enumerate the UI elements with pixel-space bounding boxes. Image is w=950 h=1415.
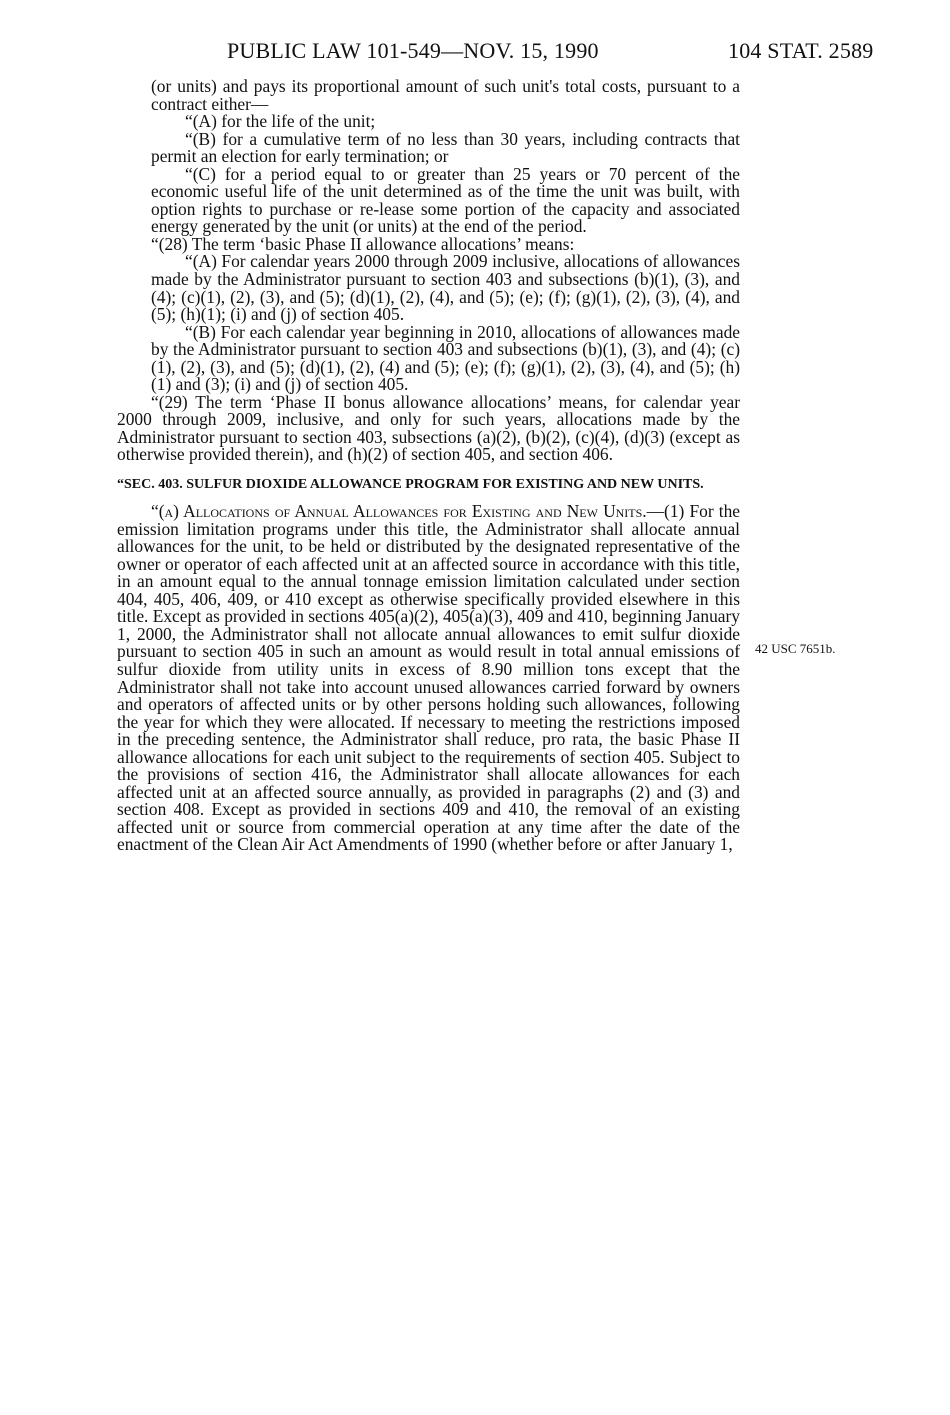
definition-28-b: “(B) For each calendar year beginning in 2010, allocations of allowances made by the Administrator pursuant to section 403 and subsections (b)(1), (3), and (4); (c)(1), (2), (3), and (5); (d)(1), (2), (4) and (5); (e); (f); (g)(1), (2), (3), (4), and (5); (h)(1) and (3); (i) and (j) of section 405. xyxy=(151,321,740,395)
paragraph-continuation: (or units) and pays its proportional amount of such unit's total costs, pursuant to a contract either— xyxy=(151,76,740,114)
margin-citation: 42 USC 7651b. xyxy=(755,641,836,656)
subsection-a xyxy=(117,503,740,854)
clause-a: “(A) for the life of the unit; xyxy=(185,111,376,132)
definition-29: “(29) The term ‘Phase II bonus allowance allocations’ means, for calendar year 2000 through 2009, inclusive, and only for such years, allocations made by the Administrator pursuant to section 403, subsections (a)(2), (b)(2), (c)(4), (d)(3) (except as otherwise provided therein), and (h)(2) of section 405, and section 406. xyxy=(117,391,740,465)
body-text xyxy=(117,78,740,854)
header-page-number: 104 STAT. 2589 xyxy=(728,38,874,63)
clause-c: “(C) for a period equal to or greater than 25 years or 70 percent of the economic useful life of the unit determined as of the time the unit was built, with option rights to purchase or re-lease some portion of the capacity and associated energy generated by the unit (or units) at the end of the period. xyxy=(151,163,740,237)
definition-28-a: “(A) For calendar years 2000 through 2009 inclusive, allocations of allowances made by the Administrator pursuant to section 403 and subsections (b)(1), (3), and (4); (c)(1), (2), (3), and (5); (d)(1), (2), (4), and (5); (e); (f); (g)(1), (2), (3), (4), and (5); (h)(1); (i) and (j) of section 405. xyxy=(151,251,740,325)
subsection-a-heading: “(a) Allocations of Annual Allowances for Existing and New Units. xyxy=(151,501,647,522)
header-title: PUBLIC LAW 101-549—NOV. 15, 1990 xyxy=(227,38,599,63)
running-header xyxy=(0,38,950,68)
definition-28: “(28) The term ‘basic Phase II allowance allocations’ means: xyxy=(151,233,575,254)
section-403-heading: “SEC. 403. SULFUR DIOXIDE ALLOWANCE PROGRAM FOR EXISTING AND NEW UNITS. xyxy=(117,477,704,493)
clause-b: “(B) for a cumulative term of no less than 30 years, including contracts that permit an election for early termination; or xyxy=(151,128,740,167)
subsection-a-text: —(1) For the emission limitation programs under this title, the Administrator shall allocate annual allowances for the unit, to be held or distributed by the designated representative of the owner or operator of each affected unit at an affected source in accordance with this title, in an amount equal to the annual tonnage emission limitation calculated under section 404, 405, 406, 409, or 410 except as otherwise specifically provided elsewhere in this title. Except as provided in sections 405(a)(2), 405(a)(3), 409 and 410, beginning January 1, 2000, the Administrator shall not allocate annual allowances to emit sulfur dioxide pursuant to section 405 in such an amount as would result in total annual emissions of sulfur dioxide from utility units in excess of 8.90 million tons except that the Administrator shall not take into account unused allowances carried forward by owners and operators of affected units or by other persons holding such allowances, following the year for which they were allocated. If necessary to meeting the restrictions imposed in the preceding sentence, the Administrator shall reduce, pro rata, the basic Phase II allowance allocations for each unit subject to the requirements of section 405. Subject to the provisions of section 416, the Administrator shall allocate allowances for each affected unit at an affected source annually, as provided in paragraphs (2) and (3) and section 408. Except as provided in sections 409 and 410, the removal of an existing affected unit or source from commercial operation at any time after the date of the enactment of the Clean Air Act Amendments of 1990 (whether before or after January 1, xyxy=(117,501,740,855)
